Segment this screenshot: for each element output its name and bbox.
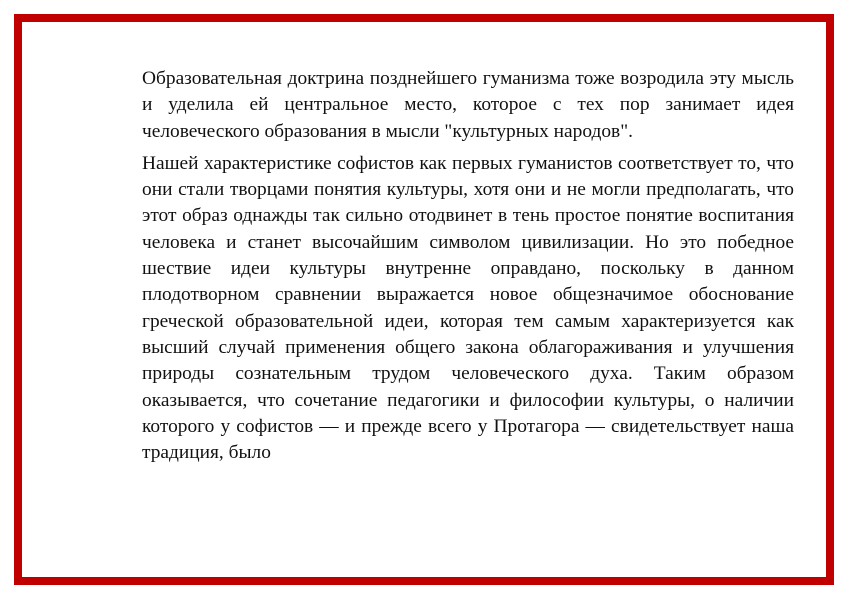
paragraph-2: Нашей характеристике софистов как первых гуманистов соответствует то, что они стали творцами понятия культуры, хотя они и не могли предполагать, что этот образ однажды так сильно отодвинет в тень простое понятие воспитания человека и станет высочайшим символом цивилизации. Но это победное шествие идеи культуры внутренне оправдано, поскольку в данном плодотворном сравнении выражается новое общезначимое обоснование греческой образовательной идеи, которая тем самым характеризуется как высший случай применения общего закона облагораживания и улучшения природы сознательным трудом человеческого духа. Таким образом оказывается, что сочетание педагогики и философии культуры, о наличии которого у софистов — и прежде всего у Протагора — свидетельствует наша традиция, было bbox=[142, 152, 794, 464]
slide-frame bbox=[14, 14, 834, 585]
text-block bbox=[142, 66, 794, 472]
paragraph-1: Образовательная доктрина позднейшего гуманизма тоже возродила эту мысль и уделила ей центральное место, которое с тех пор занимает идея человеческого образования в мысли "культурных народов". bbox=[142, 68, 794, 142]
